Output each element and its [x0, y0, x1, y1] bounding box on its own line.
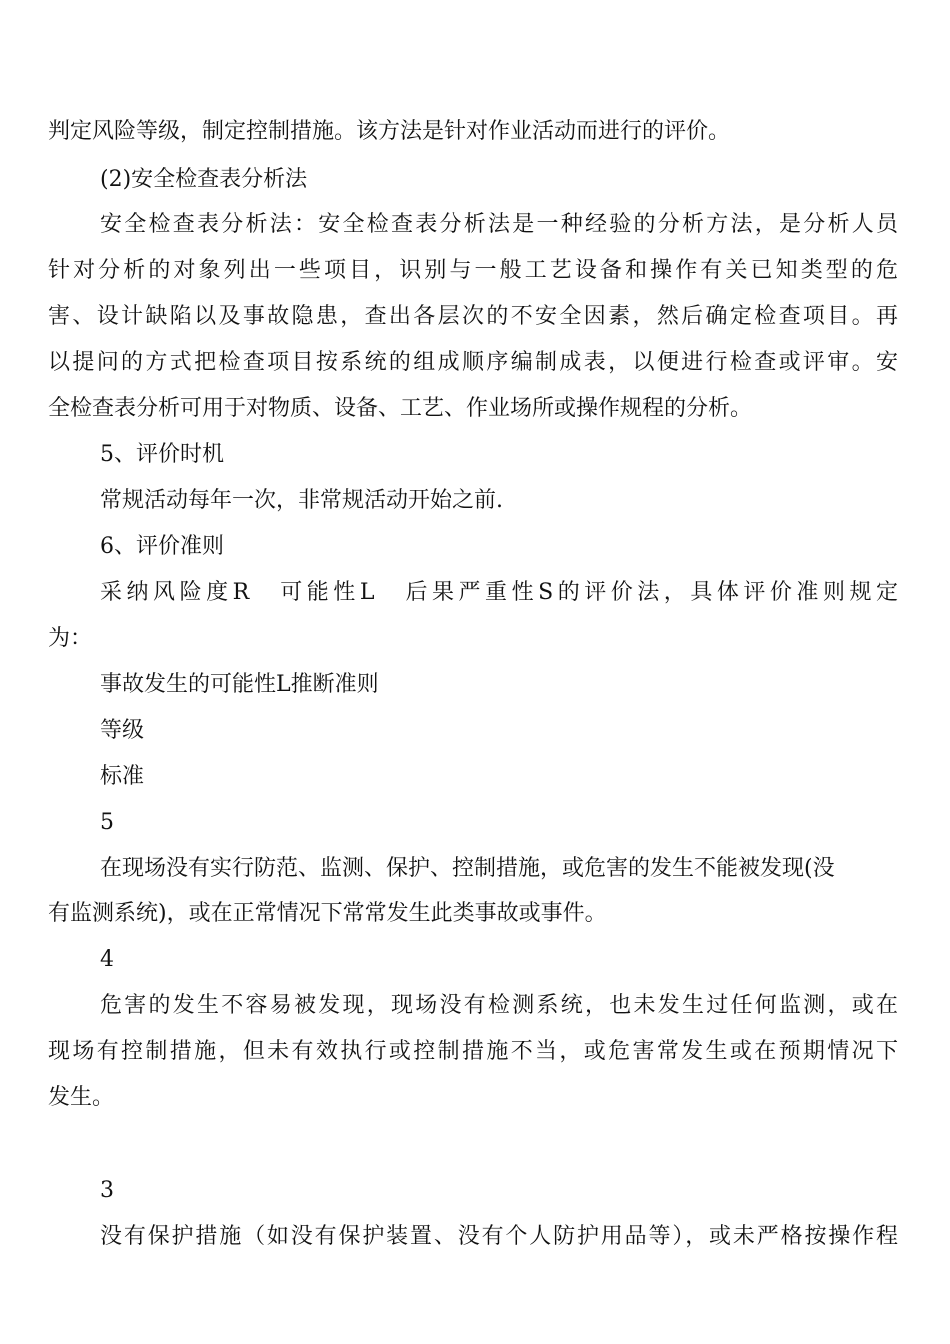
paragraph-line: 安全检查表分析法：安全检查表分析法是一种经验的分析方法，是分析人员 [100, 212, 898, 237]
criterion-text: 没有保护措施（如没有保护装置、没有个人防护用品等），或未严格按操作程 [100, 1224, 898, 1249]
level-value: 4 [100, 947, 114, 972]
criterion-text: 现场有控制措施，但未有效执行或控制措施不当，或危害常发生或在预期情况下 [48, 1039, 898, 1064]
section-heading: 5、评价时机 [100, 442, 224, 467]
table-caption: 事故发生的可能性L推断准则 [100, 672, 379, 697]
section-heading: (2)安全检查表分析法 [100, 167, 308, 192]
section-heading: 6、评价准则 [100, 534, 224, 559]
criterion-text: 危害的发生不容易被发现，现场没有检测系统，也未发生过任何监测，或在 [100, 993, 898, 1018]
level-value: 3 [100, 1178, 114, 1203]
criterion-text: 发生。 [48, 1085, 115, 1110]
paragraph-line: 针对分析的对象列出一些项目，识别与一般工艺设备和操作有关已知类型的危 [48, 258, 898, 283]
table-header-level: 等级 [100, 718, 145, 743]
criterion-text: 在现场没有实行防范、监测、保护、控制措施，或危害的发生不能被发现(没 [100, 856, 835, 881]
paragraph-line: 采纳风险度R 可能性L 后果严重性S的评价法，具体评价准则规定 [100, 580, 898, 605]
paragraph-line: 以提问的方式把检查项目按系统的组成顺序编制成表，以便进行检查或评审。安 [48, 350, 898, 375]
paragraph-line: 为： [48, 626, 93, 651]
paragraph-line: 害、设计缺陷以及事故隐患，查出各层次的不安全因素，然后确定检查项目。再 [48, 304, 898, 329]
paragraph-line: 全检查表分析可用于对物质、设备、工艺、作业场所或操作规程的分析。 [48, 396, 753, 421]
paragraph-line: 常规活动每年一次，非常规活动开始之前. [100, 488, 503, 513]
paragraph-line: 判定风险等级，制定控制措施。该方法是针对作业活动而进行的评价。 [48, 119, 731, 144]
level-value: 5 [100, 810, 114, 835]
criterion-text: 有监测系统)，或在正常情况下常常发生此类事故或事件。 [48, 901, 607, 926]
table-header-standard: 标准 [100, 764, 145, 789]
